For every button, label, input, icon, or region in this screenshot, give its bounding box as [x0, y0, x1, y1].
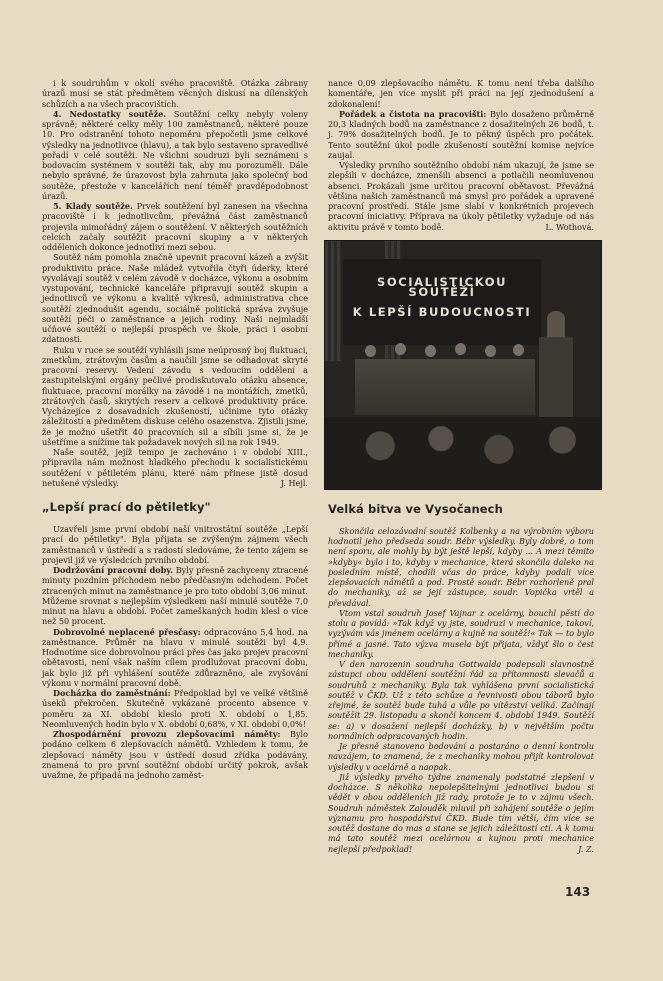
audience [325, 417, 601, 489]
paragraph: Ruku v ruce se soutěží vyhlásili jsme neúprosný boj fluktuaci, zmetkům, ztrátovým časům a naučili jsme se odhadovat skryté pracovní reservy. Vedení závodu s vedoucím oddělení a zastupitelskými orgány pečlivé prodiskutovalo otázku absence, fluktuace, pracovní morálky na závodě i na montážích, zmetků, ztrátových časů, skrytých reserv a celkové produktivity práce. Vycházejíce z dosavadních zkušeností, učinime tyto otázky záležitostí a předmětem diskuse celého osazenstva. Zjistili jsme, že je možno ušetřit 40 pracovních sil a síbili jsme si, že je ušetříme a snížíme tak požadavek nových sil na rok 1949. [42, 344, 308, 447]
paragraph [42, 447, 308, 488]
curtain-left [325, 241, 341, 361]
person-head [485, 345, 496, 357]
right-column-article [328, 526, 594, 854]
paragraph [328, 78, 594, 109]
banner [343, 259, 541, 345]
author-signature: L. Wothová. [545, 221, 594, 232]
paragraph-text: Výsledky prvního soutěžního období nám ukazují, že jsme se zlepšili v docházce, zmenšili absenci a potlačili neomluvenou absenci. Prokázali jsme určitou pracovní obětavost. Převážná většina našich zaměstnanců má smysl pro pořádek a upravené pracovní prostředí. Stále jsme slabí v konkrétních projevech pracovní iniciativy. Příprava na úkoly pětiletky vyžaduje od nás aktivitu právě v tomto bodě. [328, 160, 594, 232]
paragraph-lead: Pořádek a čistota na pracovišti: [339, 108, 487, 119]
article-title-vysocany: Velká bitva ve Vysočanech [328, 501, 503, 516]
paragraph: i k soudruhům v okolí svého pracoviště. Otázka zábrany úrazů musí se stát předmětem věcných diskusí na dílenských schůzích a na všech pracovištích. [42, 78, 308, 109]
paragraph [328, 109, 594, 160]
paragraph-lead: 4. Nedostatky soutěže. [53, 108, 167, 119]
paragraph: Skončila celozávodní soutěž Kolbenky a na výrobním výboru hodnotil jeho předseda soudr. Bébr výsledky. Byly dobré, o tom není sporu, ale mohly by být ještě lepší, kdyby ... A mezi těmito »kdyby« bylo i to, kdyby v mechanice, která skončila daleko na posledním místě, chodili včas do práce, kdyby podali více zlepšovacích námětů a pod. Prostě soudr. Bébr rozhorleně pral do mechaniky, až se její zástupce, soudr. Vopička vrtěl a převdával. [328, 525, 594, 608]
paragraph: Soutěž nám pomohla značně upevnit pracovní kázeň a zvýšit produktivitu práce. Naše mládež vytvořila čtyři úderky, které vyvolávají soutěž v celém závodě v docházce, výkonu a osobním vystupování, technické kanceláře připravují soutěž skupin a jednotlivců ve výkonu a kvalitě výkresů, administrativa chce soutěží zjednodušit agendu, sociálně politická správa zvyšuje soutěží péči o zaměstnance a jejich rodiny. Naši nejmladší učňové soutěží o nejlepší prospěch ve škole, práci i osobní zdatnosti. [42, 252, 308, 345]
person-head [395, 343, 406, 355]
paragraph-text: Předpoklad byl ve velké většině úseků překročen. Skutečně vykázané procento absence v poměru za XI. období kleslo proti X. období o 1,85. Neomluvených hodin bylo v X. období 0,68%, v XI. období 0,0%! [42, 688, 308, 729]
paragraph [42, 627, 308, 689]
person-head [425, 345, 436, 357]
paragraph [42, 201, 308, 252]
paragraph-text: Naše soutěž, jejíž tempo je zachováno i v období XIII., připravila nám možnost hladkého přechodu k socialistickému soutěžení v pětiletém plánu, které nám přinese jistě dosud netušené výsledky. [42, 447, 308, 488]
paragraph: Uzavřeli jsme první období naší vnitrostátní soutěže „Lepší prací do pětiletky". Byla přijata se zvýšeným zájmem všech zaměstnanců v ústředí a s radostí sledováme, že tento zájem se projevil již ve výsledcích prvního období. [42, 524, 308, 565]
paragraph [42, 109, 308, 201]
page-number: 143 [565, 885, 591, 899]
paragraph-lead: Docházka do zaměstnání: [53, 688, 171, 698]
author-signature: J. Hejl. [280, 477, 308, 488]
paragraph: Je přesně stanoveno bodování a postaráno o denní kontrolu navzájem, to znamená, že z mechaniky mohou přijít kontrolovat výsledky v ocelárně a naopak. [328, 741, 594, 772]
left-column [42, 78, 308, 780]
paragraph-lead: Dodržování pracovní doby. [53, 565, 173, 575]
right-column [328, 78, 594, 854]
paragraph-text: Již výsledky prvého týdne znamenaly podstatné zlepšení v docházce. S několika nepolepšitelnými jednotlivci budou si vědět v obou odděleních již rady, protože je to v zájmu všech. Soudruh náměstek Zalouděk mluvil při zahájení soutěže o jejím významu pro hospodářství ČKD. Bude tím větší, čím více se soutěž dostane do mas a stane se jejich záležitostí ctí. A k tomu má tato soutěž mezi ocelárnou a kujnou proti mechanice nejlepší předpoklad! [328, 771, 594, 854]
article-title: „Lepší prací do pětiletky" [42, 500, 211, 514]
paragraph [42, 565, 308, 627]
banner-line-2: K LEPŠÍ BUDOUCNOSTI [352, 304, 532, 319]
meeting-photo [324, 240, 602, 490]
author-signature: J. Z. [578, 843, 594, 854]
paragraph-lead: 5. Klady soutěže. [53, 201, 133, 211]
paragraph-text: nance 0,09 zlepšovacího námětu. K tomu není třeba dalšího komentáře, jen více myslit při práci na její zjednodušení a zdokonalení! [328, 78, 594, 109]
paragraph-text: odpracováno 5,4 hod. na zaměstnance. Průměr na hlavu v minulé soutěži byl 4,9. Hodnotíme sice dobrovolnou práci přes čas jako projev pracovní obětavosti, není však naším cílem prodlužovat pracovní dobu, jak bylo již při vyhlášení soutěže zdůrazněno, ale zvyšování výkonu v normální pracovní době. [42, 626, 309, 688]
paragraph [328, 772, 594, 854]
banner-line-1: SOCIALISTICKOU SOUTĚŽÍ [376, 274, 508, 299]
presidium-table [355, 359, 535, 415]
paragraph-text: Prvek soutěžení byl zanesen na všechna pracoviště i k jednotlivcům, převážná část zaměstnanců projevila mimořádný zájem o soutěžení. V některých soutěžních celcích začaly soutěžit pracovní skupiny a v některých odděleních dokonce jednotliví mezi sebou. [42, 201, 308, 252]
paragraph: V den narozenin soudruha Gottwalda podepsali slavnostně zástupci obou oddělení soutěžní řád za přítomnosti slevačů a soudruhů z mechaniky. Byla tak vyhlášena první socialistická soutěž v ČKD. Už z této schůze a řevnivosti obou táborů bylo zřejmé, že soutěž bude tuhá a vůle po vítězství veliká. Začínají soutěžit 29. listopadu a skončí koncem 4. období 1949. Soutěží se: a) v dosažení nejlepší docházky, b) v největším počtu normálních odpracovaných hodin. [328, 659, 594, 741]
paragraph: Vtom vstal soudruh Josef Vajnar z ocelárny, bouchl pěstí do stolu a povídá: »Tak když vy jste, soudruzi v mechanice, takoví, vyzývám vás jménem ocelárny a kujně na soutěž!« Tak — to bylo přímé a jasné. Tato výzva musela být přijata, vždyť šlo o čest mechaniky. [328, 607, 594, 659]
right-column-top-text [328, 78, 594, 232]
paragraph-text: Bylo podáno celkem 6 zlepšovacích námětů. Vzhledem k tomu, že zlepšovací náměty jsou v ústředí dosud zřídka podávány, znamená to pro první soutěžní období určitý pokrok, avšak uvažme, že připadá na jednoho zaměst- [42, 729, 308, 780]
paragraph-text: Bylo dosaženo průměrně 20,3 kladných bodů na zaměstnance z dosažitelných 26 bodů, t. j. 79% dosažitelných bodů. Je to pěkný úspěch pro počátek. Tento soutěžní úkol podle zkušeností soutěžní komise nejvíce zaujal. [328, 108, 594, 160]
paragraph-lead: Dobrovolné neplacené přesčasy: [53, 626, 201, 637]
person-head [513, 344, 524, 356]
paragraph-text: Byly přesně zachyceny ztracené minuty pozdním příchodem nebo předčasným odchodem. Počet ztracených minut na zaměstnance je pro toto období 3,06 minut. Můžeme srovnat s nejlepším výsledkem naší minulé soutěže 7,0 minut na hlavu a období. Počet zameškaných hodin klesl o více než 50 procent. [42, 565, 308, 627]
paragraph [42, 688, 308, 729]
paragraph-text: Soutěžní celky nebyly voleny správně; některé celky měly 100 zaměstnanců, některé pouze 10. Pro odstranění tohoto nepoměru přepočetli jsme celkové výsledky na jednotlivce (hlavu), a tak bylo sestaveno spravedlivé pořadí v celé soutěži. Ne všichni soudruzi byli seznámeni s bodovacím systémem v soutěži tak, aby mu porozuměli. Dále nebylo správné, že úrazovost byla zahrnuta jako společný bod soutěže, přestože v kancelářích není téměř pravděpodobnost úrazů. [42, 108, 308, 201]
person-head [365, 345, 376, 357]
speaker [547, 311, 565, 339]
paragraph [328, 160, 594, 232]
person-head [455, 343, 466, 355]
podium [539, 337, 573, 417]
paragraph-lead: Zhospodárnění provozu zlepšovacími náměty: [53, 729, 281, 739]
paragraph [42, 729, 308, 780]
